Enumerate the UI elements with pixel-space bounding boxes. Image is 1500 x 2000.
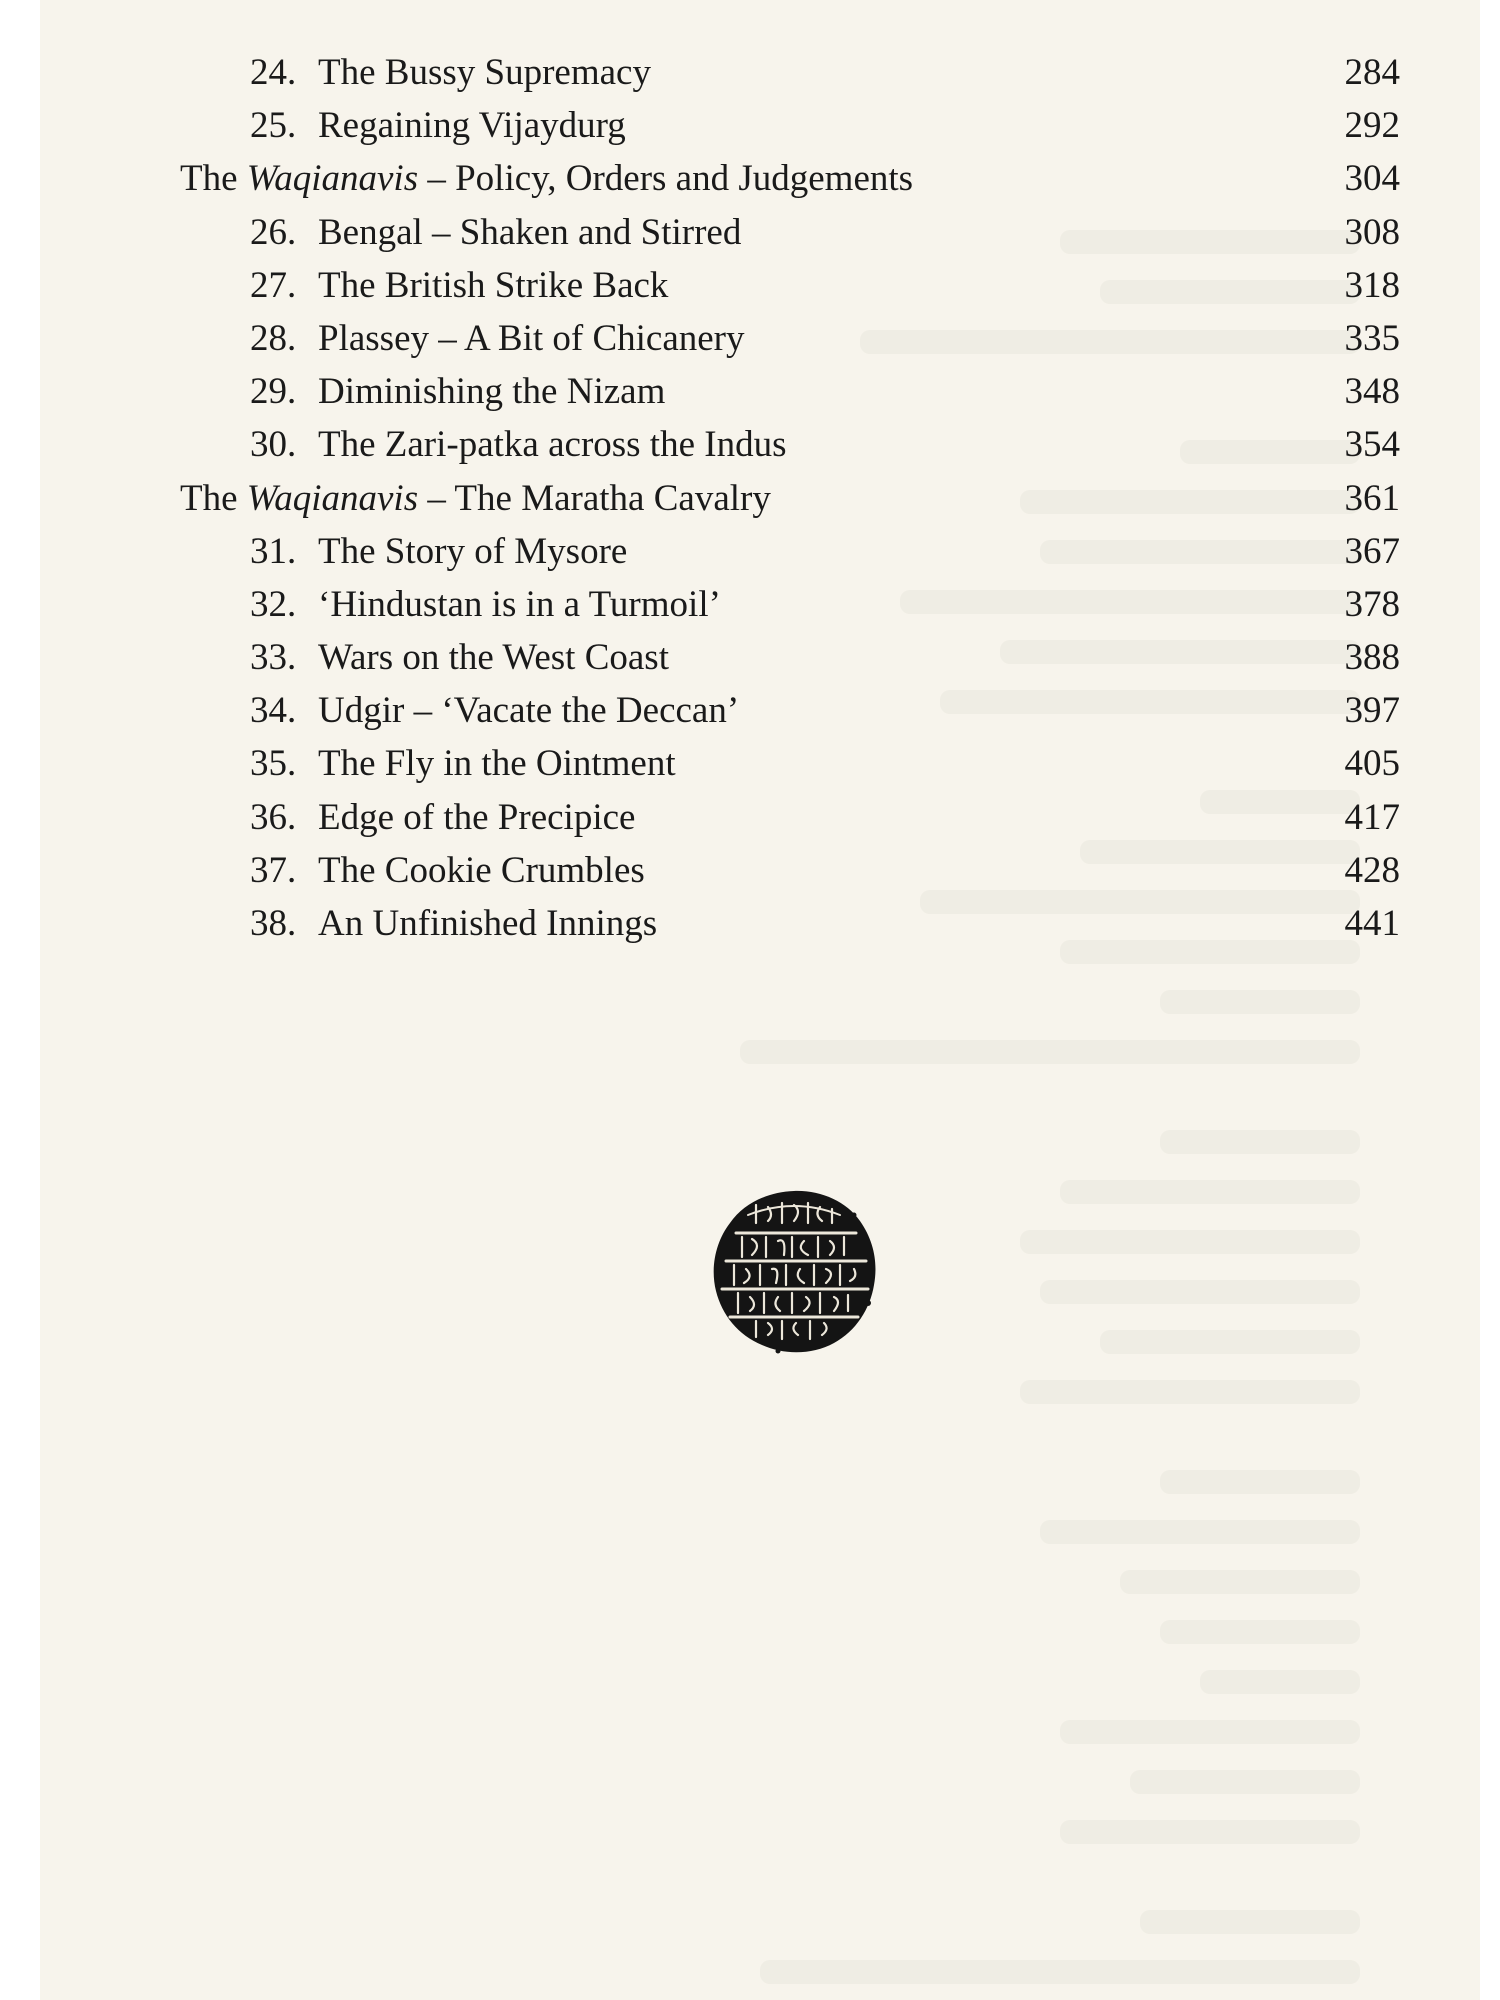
page-number: 378 <box>1344 583 1400 625</box>
chapter-number: 34. <box>250 690 297 732</box>
chapter-title: Bengal – Shaken and Stirred <box>318 211 742 253</box>
toc-chapter-entry <box>180 312 1400 365</box>
show-through-line <box>1060 1720 1360 1744</box>
toc-entry-title <box>250 312 745 365</box>
page-number: 388 <box>1344 637 1400 679</box>
section-title <box>180 478 771 519</box>
show-through-line <box>760 1960 1360 1984</box>
page-number: 428 <box>1344 849 1400 891</box>
toc-entry-title <box>250 525 627 578</box>
chapter-title: An Unfinished Innings <box>318 903 658 944</box>
page-number: 284 <box>1344 52 1400 93</box>
page-number: 335 <box>1344 317 1400 359</box>
show-through-line <box>1060 1820 1360 1844</box>
page-number: 292 <box>1344 105 1400 147</box>
section-title-prefix: The <box>180 158 247 200</box>
show-through-line <box>740 1040 1360 1064</box>
toc-entry-title <box>250 791 635 844</box>
show-through-line <box>1160 1470 1360 1494</box>
chapter-title: The British Strike Back <box>318 264 669 306</box>
page-number: 354 <box>1344 424 1400 466</box>
show-through-line <box>1140 1910 1360 1934</box>
chapter-title: ‘Hindustan is in a Turmoil’ <box>318 583 721 625</box>
page-number: 308 <box>1344 211 1400 253</box>
chapter-title: Wars on the West Coast <box>318 637 669 679</box>
toc-chapter-entry <box>180 206 1400 259</box>
table-of-contents <box>180 46 1400 950</box>
toc-entry-title <box>250 844 645 897</box>
chapter-number: 26. <box>250 211 297 253</box>
toc-chapter-entry <box>180 684 1400 737</box>
toc-entry-title <box>250 631 669 684</box>
toc-chapter-entry <box>180 578 1400 631</box>
chapter-number: 36. <box>250 796 297 838</box>
chapter-title: The Story of Mysore <box>318 530 628 572</box>
chapter-number: 37. <box>250 849 297 891</box>
toc-chapter-entry <box>180 897 1400 950</box>
show-through-line <box>1160 1130 1360 1154</box>
toc-entry-title <box>250 259 668 312</box>
chapter-title: The Fly in the Ointment <box>318 743 676 785</box>
show-through-line <box>1020 1230 1360 1254</box>
section-title-italic: Waqianavis <box>246 477 419 519</box>
chapter-title: Edge of the Precipice <box>318 796 636 838</box>
toc-chapter-entry <box>180 259 1400 312</box>
toc-entry-title <box>250 46 651 99</box>
chapter-title: The Cookie Crumbles <box>318 849 645 891</box>
show-through-line <box>1040 1520 1360 1544</box>
show-through-line <box>1130 1770 1360 1794</box>
toc-chapter-entry <box>180 418 1400 471</box>
toc-entry-title <box>250 578 721 631</box>
toc-entry-title <box>250 737 676 790</box>
toc-chapter-entry <box>180 791 1400 844</box>
toc-entry-title <box>250 365 665 418</box>
show-through-line <box>1120 1570 1360 1594</box>
section-title-suffix: – The Maratha Cavalry <box>418 477 771 519</box>
page-number: 361 <box>1344 477 1400 519</box>
toc-entry-title <box>180 152 913 205</box>
page-number: 417 <box>1344 796 1400 838</box>
toc-entry-title <box>250 99 626 152</box>
toc-section-entry <box>180 472 1400 525</box>
show-through-line <box>1160 1620 1360 1644</box>
toc-chapter-entry <box>180 46 1400 99</box>
chapter-title: Diminishing the Nizam <box>318 371 666 413</box>
chapter-number: 28. <box>250 317 297 359</box>
chapter-title: The Bussy Supremacy <box>318 52 651 93</box>
page-number: 367 <box>1344 530 1400 572</box>
toc-entry-title <box>180 472 771 525</box>
chapter-number: 30. <box>250 424 297 466</box>
toc-entry-title <box>250 897 657 950</box>
toc-chapter-entry <box>180 525 1400 578</box>
toc-section-entry <box>180 152 1400 205</box>
chapter-number: 33. <box>250 637 297 679</box>
section-title <box>180 158 913 199</box>
toc-entry-title <box>250 684 739 737</box>
section-title-prefix: The <box>180 477 247 519</box>
show-through-line <box>1160 990 1360 1014</box>
chapter-title: Regaining Vijaydurg <box>318 105 626 147</box>
show-through-line <box>1100 1330 1360 1354</box>
section-title-suffix: – Policy, Orders and Judgements <box>418 158 914 200</box>
page-number: 397 <box>1344 690 1400 732</box>
chapter-number: 29. <box>250 371 297 413</box>
chapter-title: Plassey – A Bit of Chicanery <box>318 317 745 359</box>
page-number: 405 <box>1344 743 1400 785</box>
show-through-line <box>1200 1670 1360 1694</box>
section-title-italic: Waqianavis <box>246 158 419 200</box>
chapter-title: Udgir – ‘Vacate the Deccan’ <box>318 690 740 732</box>
chapter-number: 35. <box>250 743 297 785</box>
chapter-number: 27. <box>250 264 297 306</box>
chapter-title: The Zari-patka across the Indus <box>318 424 787 466</box>
toc-chapter-entry <box>180 631 1400 684</box>
toc-chapter-entry <box>180 365 1400 418</box>
toc-entry-title <box>250 206 741 259</box>
chapter-number: 25. <box>250 105 297 147</box>
show-through-line <box>1020 1380 1360 1404</box>
toc-chapter-entry <box>180 737 1400 790</box>
show-through-line <box>1040 1280 1360 1304</box>
toc-entry-title <box>250 418 786 471</box>
chapter-number: 32. <box>250 583 297 625</box>
toc-chapter-entry <box>180 844 1400 897</box>
chapter-number: 31. <box>250 530 297 572</box>
page-number: 304 <box>1344 158 1400 200</box>
book-page <box>40 0 1480 2000</box>
chapter-number: 24. <box>250 52 297 93</box>
page-number: 441 <box>1344 903 1400 944</box>
show-through-line <box>1060 1180 1360 1204</box>
seal-stamp-icon <box>708 1185 880 1357</box>
page-number: 348 <box>1344 371 1400 413</box>
page-number: 318 <box>1344 264 1400 306</box>
toc-chapter-entry <box>180 99 1400 152</box>
chapter-number: 38. <box>250 903 297 944</box>
